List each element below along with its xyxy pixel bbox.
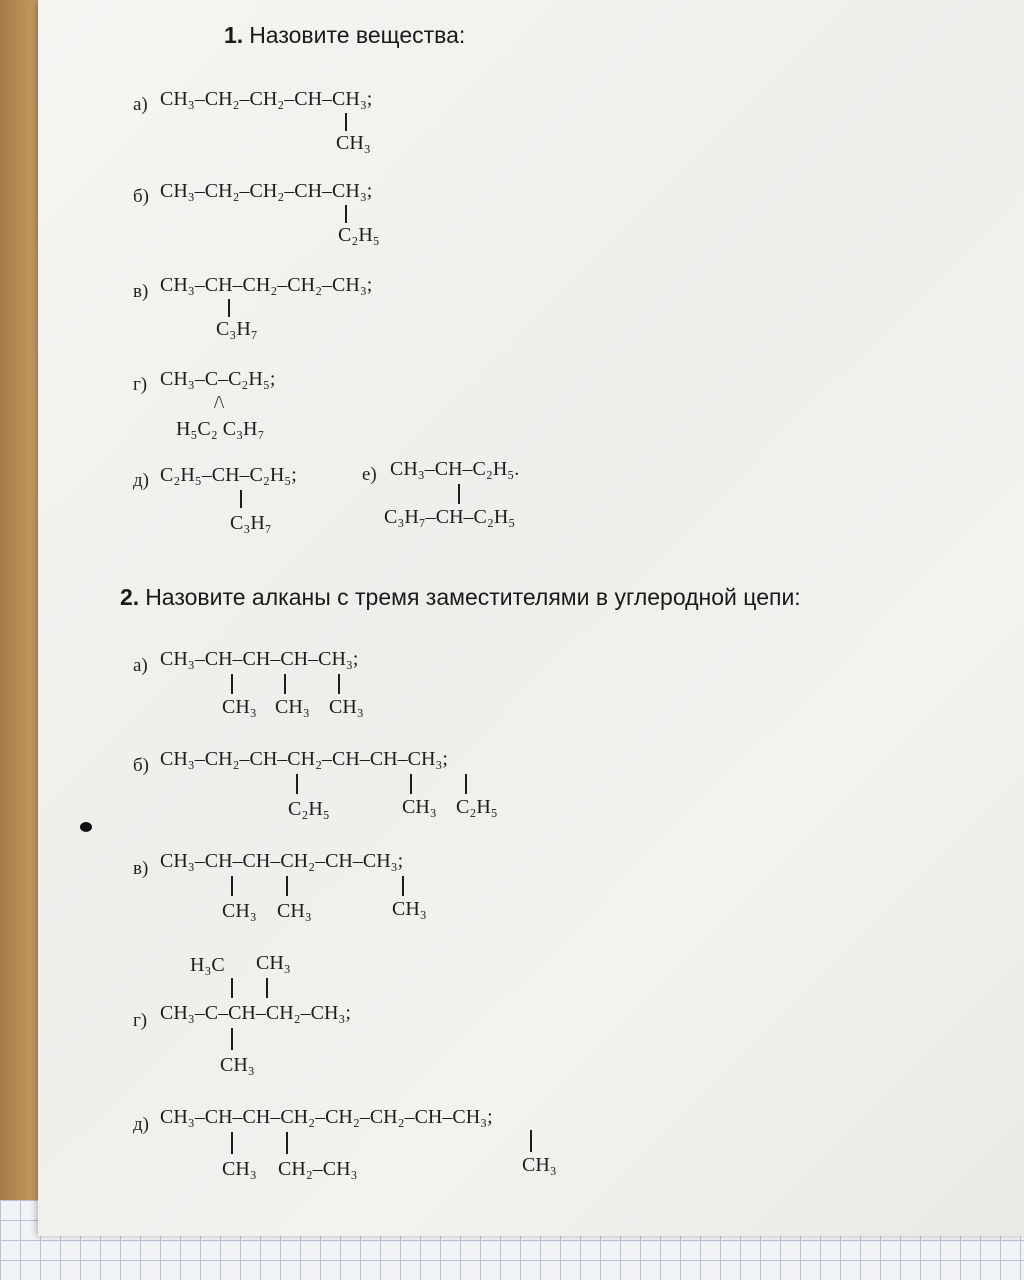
task1-e-label: д) [133,470,149,491]
bond-line [338,674,340,694]
task1-c-chain: CH₃–CH–CH₂–CH₂–CH₃; [160,274,373,296]
task2-c-sub-2: CH₃ [392,898,427,920]
task1-c-label: в) [133,281,149,302]
bond-line [240,490,242,508]
task2-number: 2. [120,584,140,610]
bond-line [266,978,268,998]
task2-d-sub-0: CH₃ [220,1054,255,1076]
bond-line [286,876,288,896]
task1-e-sub-0: C₃H₇ [230,512,272,534]
task1-heading [224,22,465,49]
bond-line [231,674,233,694]
task1-f-chain: CH₃–CH–C₂H₅. [390,458,520,480]
task2-c-label: в) [133,858,149,879]
bond-line [465,774,467,794]
bond-line [458,484,460,504]
task2-b-chain: CH₃–CH₂–CH–CH₂–CH–CH–CH₃; [160,748,448,770]
bond-line [231,876,233,896]
task1-d-chain: CH₃–C–C₂H₅; [160,368,276,390]
task2-d-top-1: CH₃ [256,952,291,974]
task2-b-label: б) [133,755,149,776]
task1-a-chain: CH₃–CH₂–CH₂–CH–CH₃; [160,88,373,110]
task2-d-top-0: H₃C [190,954,225,976]
bond-line [296,774,298,794]
bond-line [231,978,233,998]
task2-e-sub-0: CH₃ [222,1158,257,1180]
bond-line [530,1130,532,1152]
bond-line [284,674,286,694]
task2-b-sub-1: CH₃ [402,796,437,818]
task2-c-chain: CH₃–CH–CH–CH₂–CH–CH₃; [160,850,404,872]
task2-a-label: а) [133,655,148,676]
bond-line [410,774,412,794]
task1-a-sub-0: CH₃ [336,132,371,154]
task2-a-sub-2: CH₃ [329,696,364,718]
task2-a-chain: CH₃–CH–CH–CH–CH₃; [160,648,359,670]
task1-f-sub-0: C₃H₇–CH–C₂H₅ [384,506,516,528]
worksheet [38,0,1024,1236]
task1-e-chain: C₂H₅–CH–C₂H₅; [160,464,297,486]
task2-d-label: г) [133,1010,148,1031]
task2-a-sub-0: CH₃ [222,696,257,718]
task1-b-label: б) [133,186,149,207]
task2-c-sub-1: CH₃ [277,900,312,922]
task2-e-chain: CH₃–CH–CH–CH₂–CH₂–CH₂–CH–CH₃; [160,1106,493,1128]
task1-b-chain: CH₃–CH₂–CH₂–CH–CH₃; [160,180,373,202]
bond-line [286,1132,288,1154]
task2-e-sub-1: CH₂–CH₃ [278,1158,358,1180]
bond-line [345,205,347,223]
task1-b-sub-0: C₂H₅ [338,224,380,246]
task1-d-label: г) [133,374,148,395]
task2-d-chain: CH₃–C–CH–CH₂–CH₃; [160,1002,351,1024]
task2-e-label: д) [133,1114,149,1135]
task1-d-sub-0: H₅C₂ C₃H₇ [176,418,265,440]
bond-line [231,1132,233,1154]
bond-line [402,876,404,896]
task2-a-sub-1: CH₃ [275,696,310,718]
task1-c-sub-0: C₃H₇ [216,318,258,340]
ink-dot [80,822,92,832]
task1-title: Назовите вещества: [249,22,466,48]
task1-a-label: а) [133,94,148,115]
task1-f-label: е) [362,464,377,485]
bond-line [345,113,347,131]
task2-e-sub-2: CH₃ [522,1154,557,1176]
task1-number: 1. [224,22,244,48]
bond-line [228,299,230,317]
task2-b-sub-0: C₂H₅ [288,798,330,820]
task2-b-sub-2: C₂H₅ [456,796,498,818]
task1-d-branch: /\ [214,392,225,412]
bond-line [231,1028,233,1050]
task2-c-sub-0: CH₃ [222,900,257,922]
task2-title: Назовите алканы с тремя заместителями в углеродной цепи: [145,584,801,610]
task2-heading [120,584,801,611]
